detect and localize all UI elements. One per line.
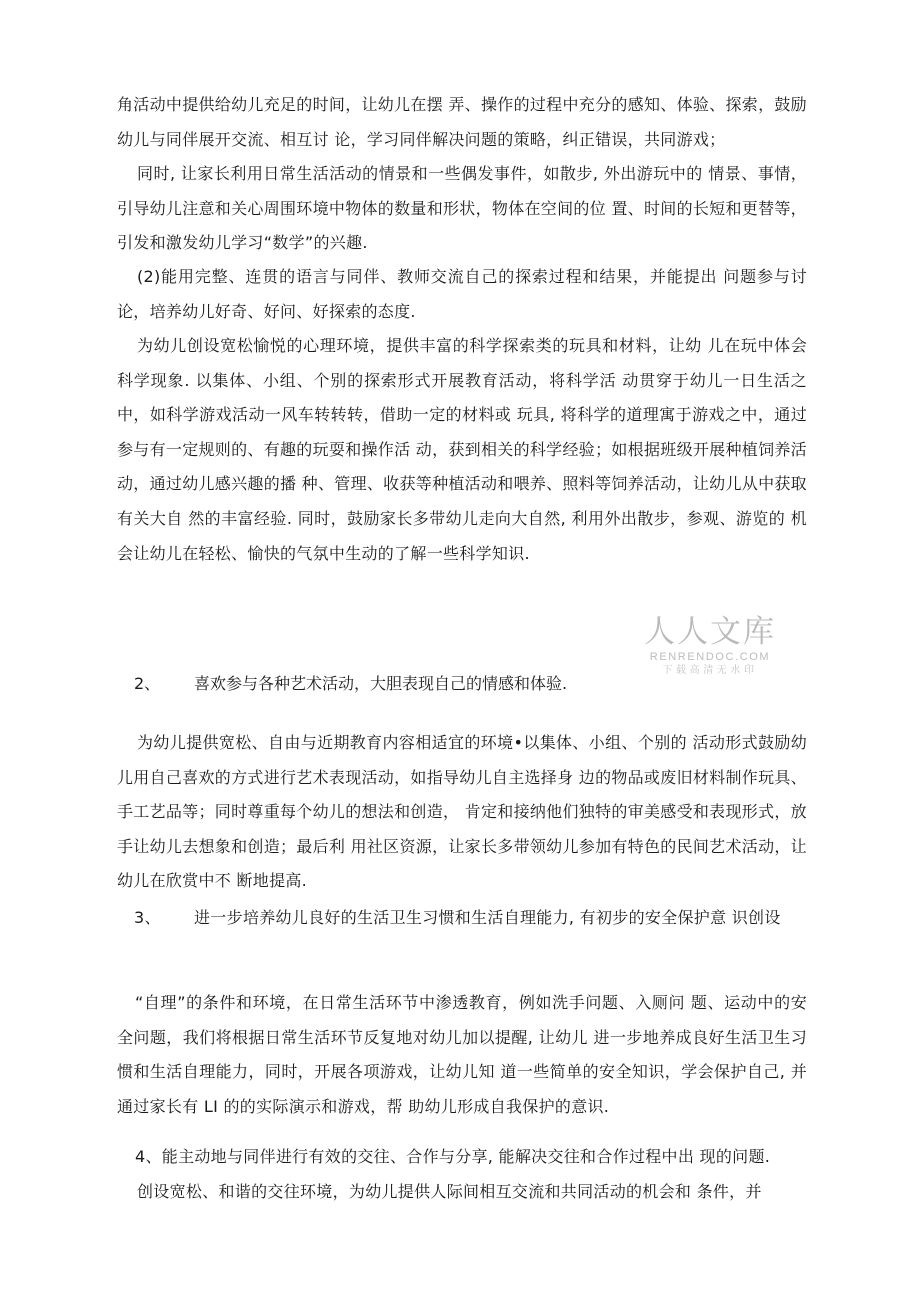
paragraph-7: 4、能主动地与同伴进行有效的交往、合作与分享, 能解决交往和合作过程中出 现的问题. (135, 1147, 771, 1166)
paragraph-1: 角活动中提供给幼儿充足的时间，让幼儿在摆 弄、操作的过程中充分的感知、体验、探索，鼓励幼儿与同伴展开交流、相互讨 论，学习同伴解决问题的策略，纠正错误，共同游戏； (117, 95, 807, 149)
watermark-subtitle: 下载高清无水印 (662, 665, 758, 676)
paragraph-8: 创设宽松、和谐的交往环境，为幼儿提供人际间相互交流和共同活动的机会和 条件，并 (137, 1182, 762, 1201)
watermark-logo (640, 614, 780, 678)
section-heading-3 (117, 901, 807, 936)
paragraph-3: (2)能用完整、连贯的语言与同伴、教师交流自己的探索过程和结果，并能提出 问题参与讨论，培养幼儿好奇、好问、好探索的态度. (117, 267, 807, 321)
heading-number: 2、 (134, 674, 161, 693)
section-heading-2 (134, 667, 567, 701)
heading-number: 3、 (134, 908, 161, 927)
paragraph-5: 为幼儿提供宽松、自由与近期教育内容相适宜的环境•以集体、小组、个别的 活动形式鼓励幼儿用自己喜欢的方式进行艺术表现活动，如指导幼儿自主选择身 边的物品或废旧材料制作玩具、手工艺品等；同时尊重每个幼儿的想法和创造， 肯定和接纳他们独特的审美感受和表现形式，放手让幼儿去想象和创造；最后利 用社区资源，让家长多带领幼儿参加有特色的民间艺术活动，让幼儿在欣赏中不 断地提高. (117, 733, 807, 891)
paragraph-6: “自理”的条件和环境，在日常生活环节中渗透教育，例如洗手问题、入厕问 题、运动中的安全问题，我们将根据日常生活环节反复地对幼儿加以提醒, 让幼儿 进一步地养成良好生活卫生习惯和生活自理能力，同时，开展各项游戏，让幼儿知 道一些简单的安全知识，学会保护自己, 并通过家长有 LI 的的实际演示和游戏，帮 助幼儿形成自我保护的意识. (117, 993, 807, 1116)
heading-text: 喜欢参与各种艺术活动，大胆表现自己的情感和体验. (194, 674, 568, 693)
watermark-url: RENRENDOC.COM (649, 651, 771, 663)
paragraph-4: 为幼儿创设宽松愉悦的心理环境，提供丰富的科学探索类的玩具和材料，让幼 儿在玩中体会科学现象. 以集体、小组、个别的探索形式开展教育活动，将科学活 动贯穿于幼儿一日生活之中，如科学游戏活动一风车转转转，借助一定的材料或 玩具, 将科学的道理寓于游戏之中，通过参与有一定规则的、有趣的玩耍和操作活 动，获到相关的科学经验；如根据班级开展种植饲养活动，通过幼儿感兴趣的播 种、管理、收获等种植活动和喂养、照料等饲养活动，让幼儿从中获取有关大自 然的丰富经验. 同时，鼓励家长多带幼儿走向大自然, 利用外出散步，参观、游览的 机会让幼儿在轻松、愉快的气氛中生动的了解一些科学知识. (117, 336, 807, 563)
watermark-title: 人人文库 (644, 614, 776, 650)
heading-text: 进一步培养幼儿良好的生活卫生习惯和生活自理能力, 有初步的安全保护意 识创设 (194, 908, 781, 927)
paragraph-2: 同时, 让家长利用日常生活活动的情景和一些偶发事件，如散步, 外出游玩中的 情景、事情，引导幼儿注意和关心周围环境中物体的数量和形状，物体在空间的位 置、时间的长短和更替等，引发和激发幼儿学习“数学”的兴趣. (117, 164, 807, 253)
